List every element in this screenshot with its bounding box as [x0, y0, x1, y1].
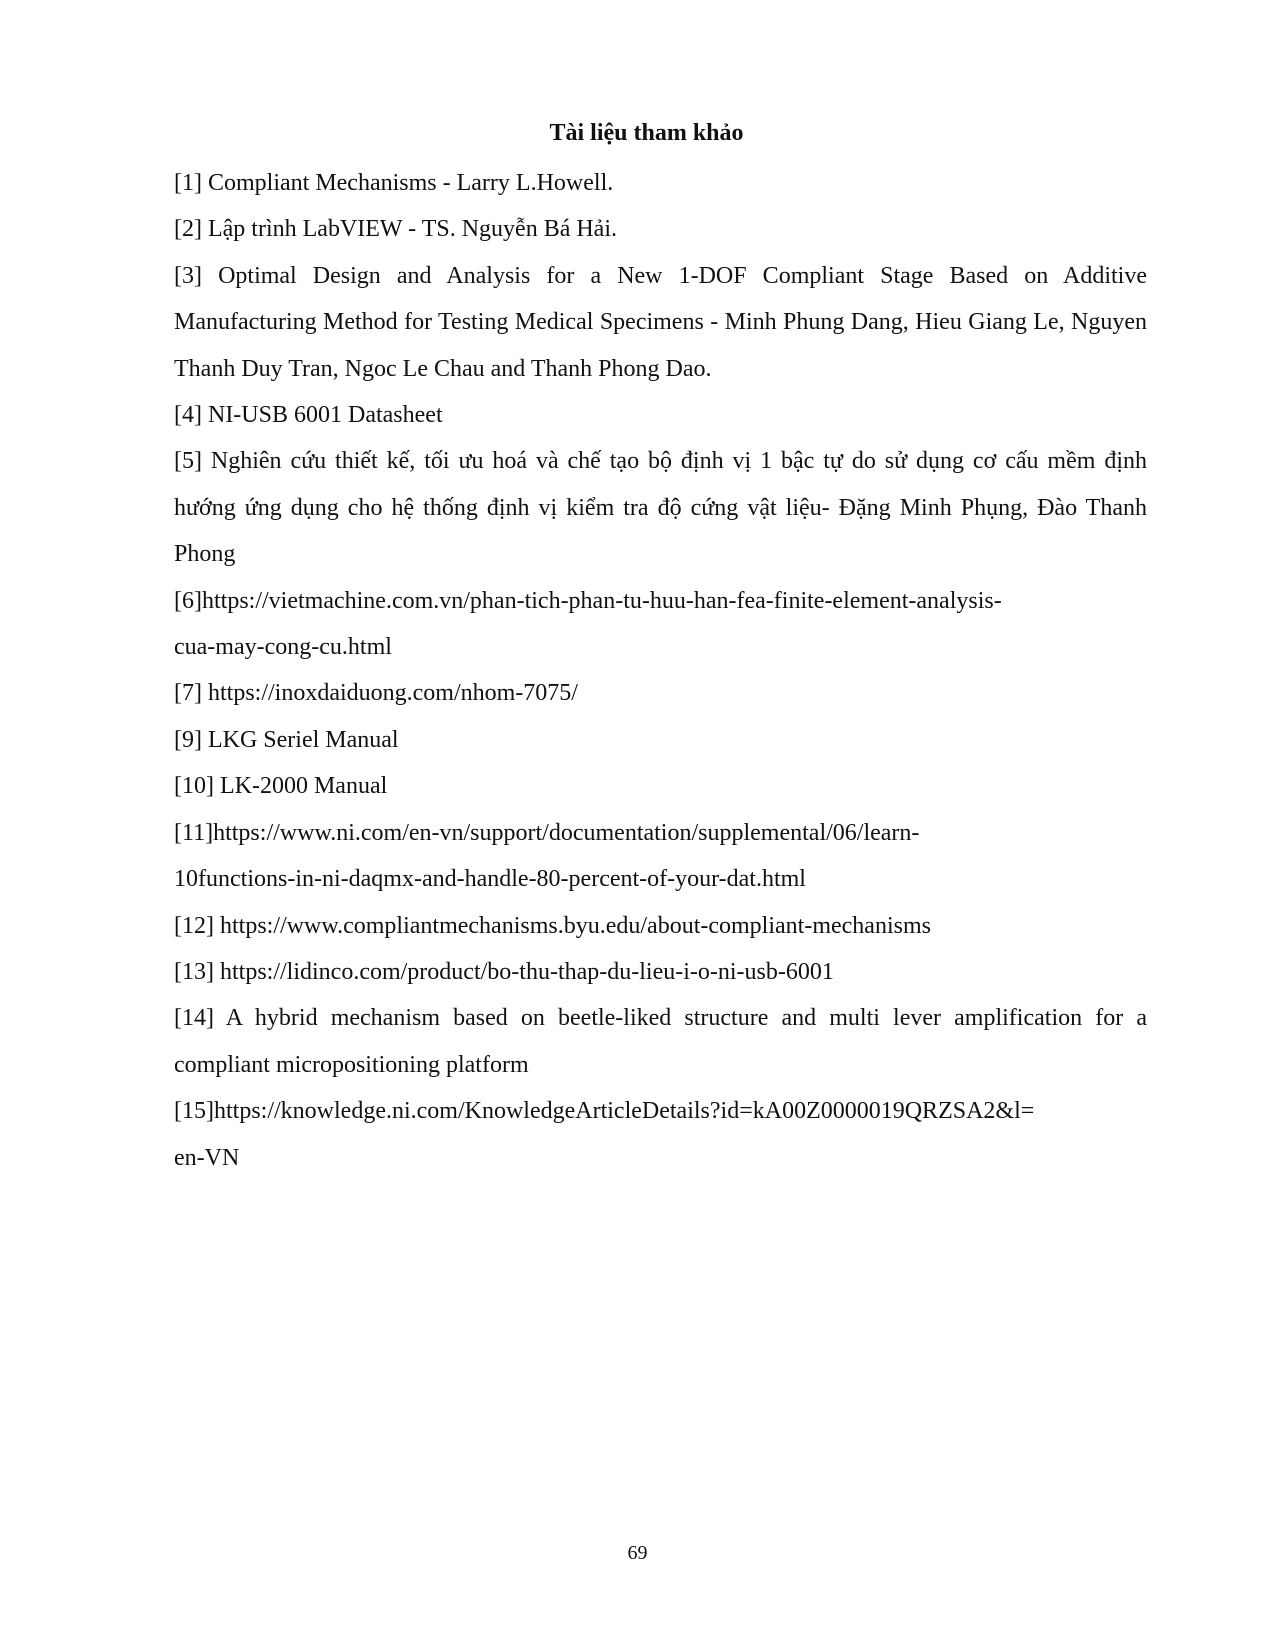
reference-15	[174, 1088, 1147, 1181]
reference-14: [14] A hybrid mechanism based on beetle-liked structure and multi lever amplification for a compliant micropositioning platform	[174, 1005, 1147, 1078]
reference-15-line-2: en-VN	[174, 1144, 240, 1171]
reference-6-line-1: [6]https://vietmachine.com.vn/phan-tich-phan-tu-huu-han-fea-finite-element-analysis-	[174, 587, 1002, 614]
reference-10: [10] LK-2000 Manual	[174, 773, 388, 800]
page-number: 69	[627, 1542, 648, 1564]
reference-13: [13] https://lidinco.com/product/bo-thu-thap-du-lieu-i-o-ni-usb-6001	[174, 958, 834, 985]
reference-9: [9] LKG Seriel Manual	[174, 726, 399, 753]
reference-12: [12] https://www.compliantmechanisms.byu.edu/about-compliant-mechanisms	[174, 912, 931, 939]
reference-4: [4] NI-USB 6001 Datasheet	[174, 402, 443, 429]
reference-3: [3] Optimal Design and Analysis for a New 1-DOF Compliant Stage Based on Additive Manufacturing Method for Testing Medical Specimens - Minh Phung Dang, Hieu Giang Le, Nguyen Thanh Duy Tran, Ngoc Le Chau and Thanh Phong Dao.	[174, 262, 1147, 382]
references-heading: Tài liệu tham khảo	[549, 120, 744, 146]
reference-5: [5] Nghiên cứu thiết kế, tối ưu hoá và chế tạo bộ định vị 1 bậc tự do sử dụng cơ cấu mềm định hướng ứng dụng cho hệ thống định vị kiểm tra độ cứng vật liệu- Đặng Minh Phụng, Đào Thanh Phong	[174, 448, 1147, 568]
reference-list	[174, 160, 1147, 1181]
reference-6-line-2: cua-may-cong-cu.html	[174, 634, 392, 661]
reference-6	[174, 578, 1147, 671]
reference-2: [2] Lập trình LabVIEW - TS. Nguyễn Bá Hải.	[174, 216, 618, 243]
reference-15-line-1: [15]https://knowledge.ni.com/KnowledgeArticleDetails?id=kA00Z0000019QRZSA2&l=	[174, 1098, 1035, 1125]
reference-11-line-2: 10functions-in-ni-daqmx-and-handle-80-percent-of-your-dat.html	[174, 866, 806, 893]
reference-11-line-1: [11]https://www.ni.com/en-vn/support/documentation/supplemental/06/learn-	[174, 819, 920, 846]
reference-7: [7] https://inoxdaiduong.com/nhom-7075/	[174, 680, 578, 707]
reference-1: [1] Compliant Mechanisms - Larry L.Howell.	[174, 170, 614, 196]
reference-11	[174, 810, 1147, 903]
